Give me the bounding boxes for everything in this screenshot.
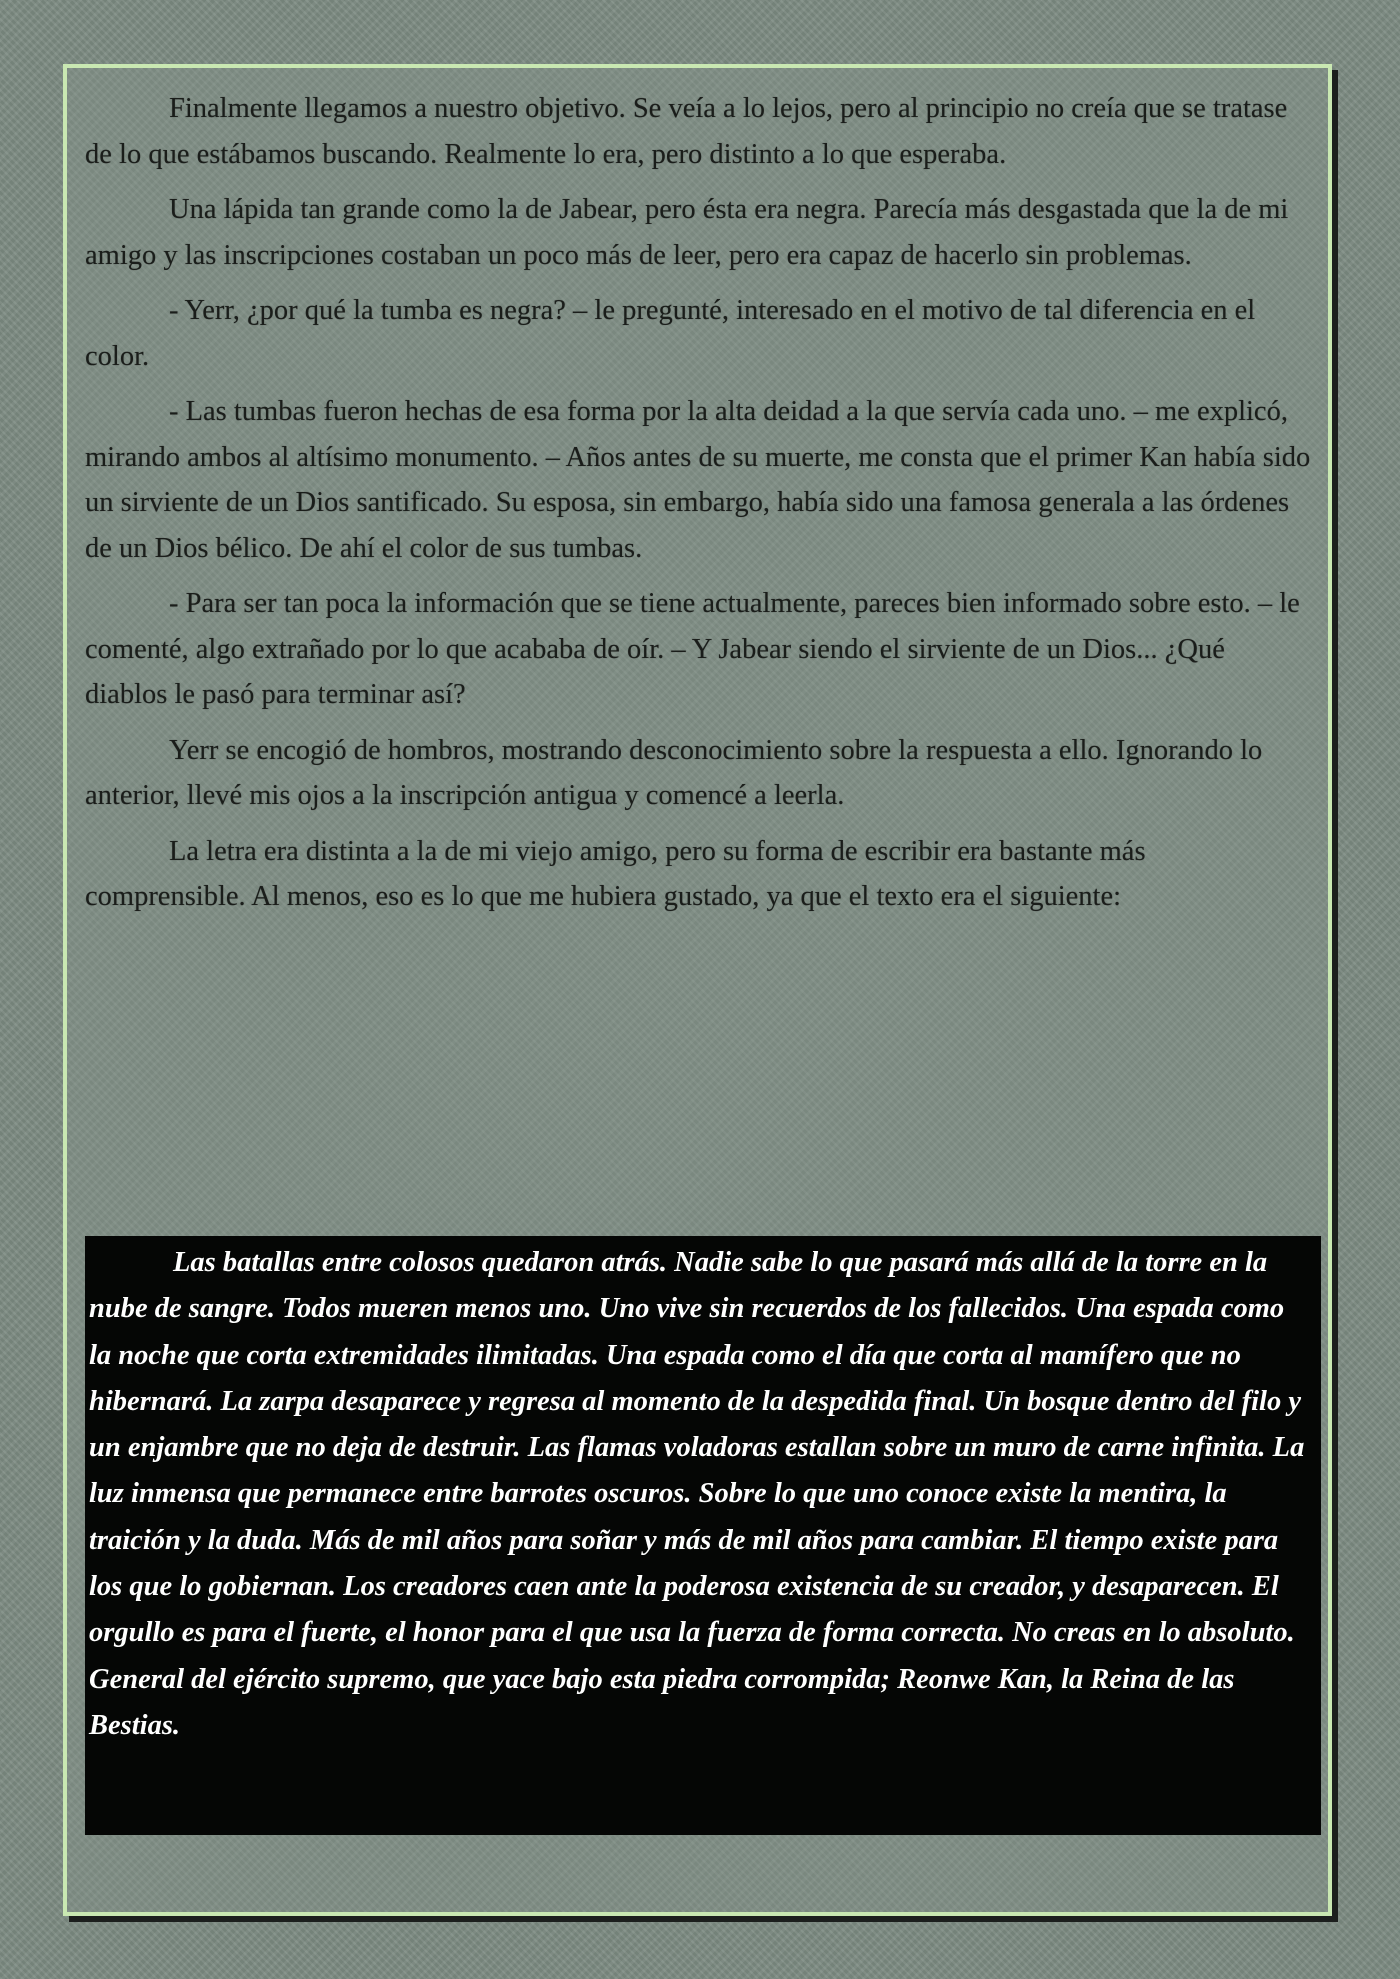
page-frame (63, 64, 1332, 1916)
paragraph-7: La letra era distinta a la de mi viejo amigo, pero su forma de escribir era bastante más comprensible. Al menos, eso es lo que me hubiera gustado, ya que el texto era el siguiente: (85, 835, 1146, 912)
paragraph-1: Finalmente llegamos a nuestro objetivo. Se veía a lo lejos, pero al principio no creía que se tratase de lo que estábamos buscando. Realmente lo era, pero distinto a lo que esperaba. (85, 93, 1288, 170)
paragraph-5: - Para ser tan poca la información que se tiene actualmente, pareces bien informado sobre esto. – le comenté, algo extrañado por lo que acababa de oír. – Y Jabear siendo el sirviente de un Dios... ¿Qué diablos le pasó para terminar así? (85, 588, 1300, 710)
inscription-text: Las batallas entre colosos quedaron atrás. Nadie sabe lo que pasará más allá de la torre en la nube de sangre. Todos mueren menos uno. Uno vive sin recuerdos de los fallecidos. Una espada como la noche que corta extremidades ilimitadas. Una espada como el día que corta al mamífero que no hibernará. La zarpa desaparece y regresa al momento de la despedida final. Un bosque dentro del filo y un enjambre que no deja de destruir. Las flamas voladoras estallan sobre un muro de carne infinita. La luz inmensa que permanece entre barrotes oscuros. Sobre lo que uno conoce existe la mentira, la traición y la duda. Más de mil años para soñar y más de mil años para cambiar. El tiempo existe para los que lo gobiernan. Los creadores caen ante la poderosa existencia de su creador, y desaparecen. El orgullo es para el fuerte, el honor para el que usa la fuerza de forma correcta. No creas en lo absoluto. General del ejército supremo, que yace bajo esta piedra corrompida; Reonwe Kan, la Reina de las Bestias. (89, 1247, 1305, 1741)
inscription-box (85, 1236, 1321, 1835)
narrative-text (85, 86, 1311, 930)
paragraph-3: - Yerr, ¿por qué la tumba es negra? – le pregunté, interesado en el motivo de tal diferencia en el color. (85, 295, 1256, 372)
paragraph-2: Una lápida tan grande como la de Jabear, pero ésta era negra. Parecía más desgastada que la de mi amigo y las inscripciones costaban un poco más de leer, pero era capaz de hacerlo sin problemas. (85, 194, 1289, 271)
paragraph-4: - Las tumbas fueron hechas de esa forma por la alta deidad a la que servía cada uno. – me explicó, mirando ambos al altísimo monumento. – Años antes de su muerte, me consta que el primer Kan había sido un sirviente de un Dios santificado. Su esposa, sin embargo, había sido una famosa generala a las órdenes de un Dios bélico. De ahí el color de sus tumbas. (85, 396, 1311, 564)
paragraph-6: Yerr se encogió de hombros, mostrando desconocimiento sobre la respuesta a ello. Ignorando lo anterior, llevé mis ojos a la inscripción antigua y comencé a leerla. (85, 734, 1263, 811)
